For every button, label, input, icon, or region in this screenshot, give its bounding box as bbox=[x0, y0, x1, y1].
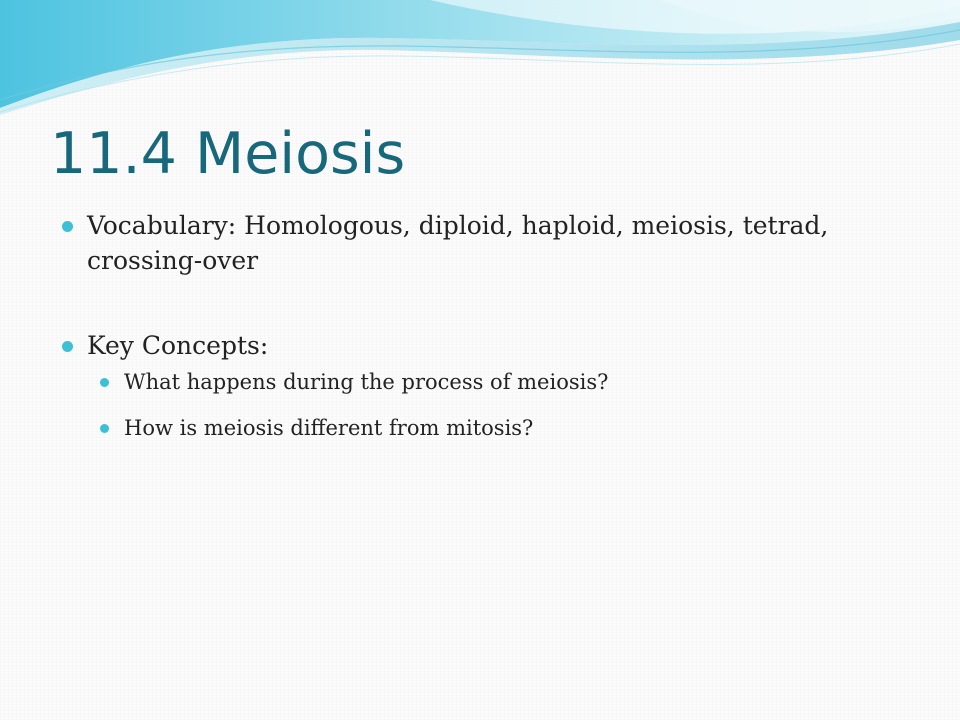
key-concepts-sub-list bbox=[100, 367, 922, 443]
wave-header-decoration bbox=[0, 0, 960, 120]
bullet-vocabulary: Vocabulary: Homologous, diploid, haploid, meiosis, tetrad, crossing-over bbox=[62, 208, 922, 278]
slide-title: 11.4 Meiosis bbox=[50, 121, 406, 187]
bullet-list bbox=[62, 208, 922, 459]
bullet-key-concepts: Key Concepts: bbox=[62, 328, 922, 363]
sub-bullet-meiosis-vs-mitosis: How is meiosis different from mitosis? bbox=[100, 413, 922, 443]
sub-bullet-meiosis-process: What happens during the process of meiosis? bbox=[100, 367, 922, 397]
